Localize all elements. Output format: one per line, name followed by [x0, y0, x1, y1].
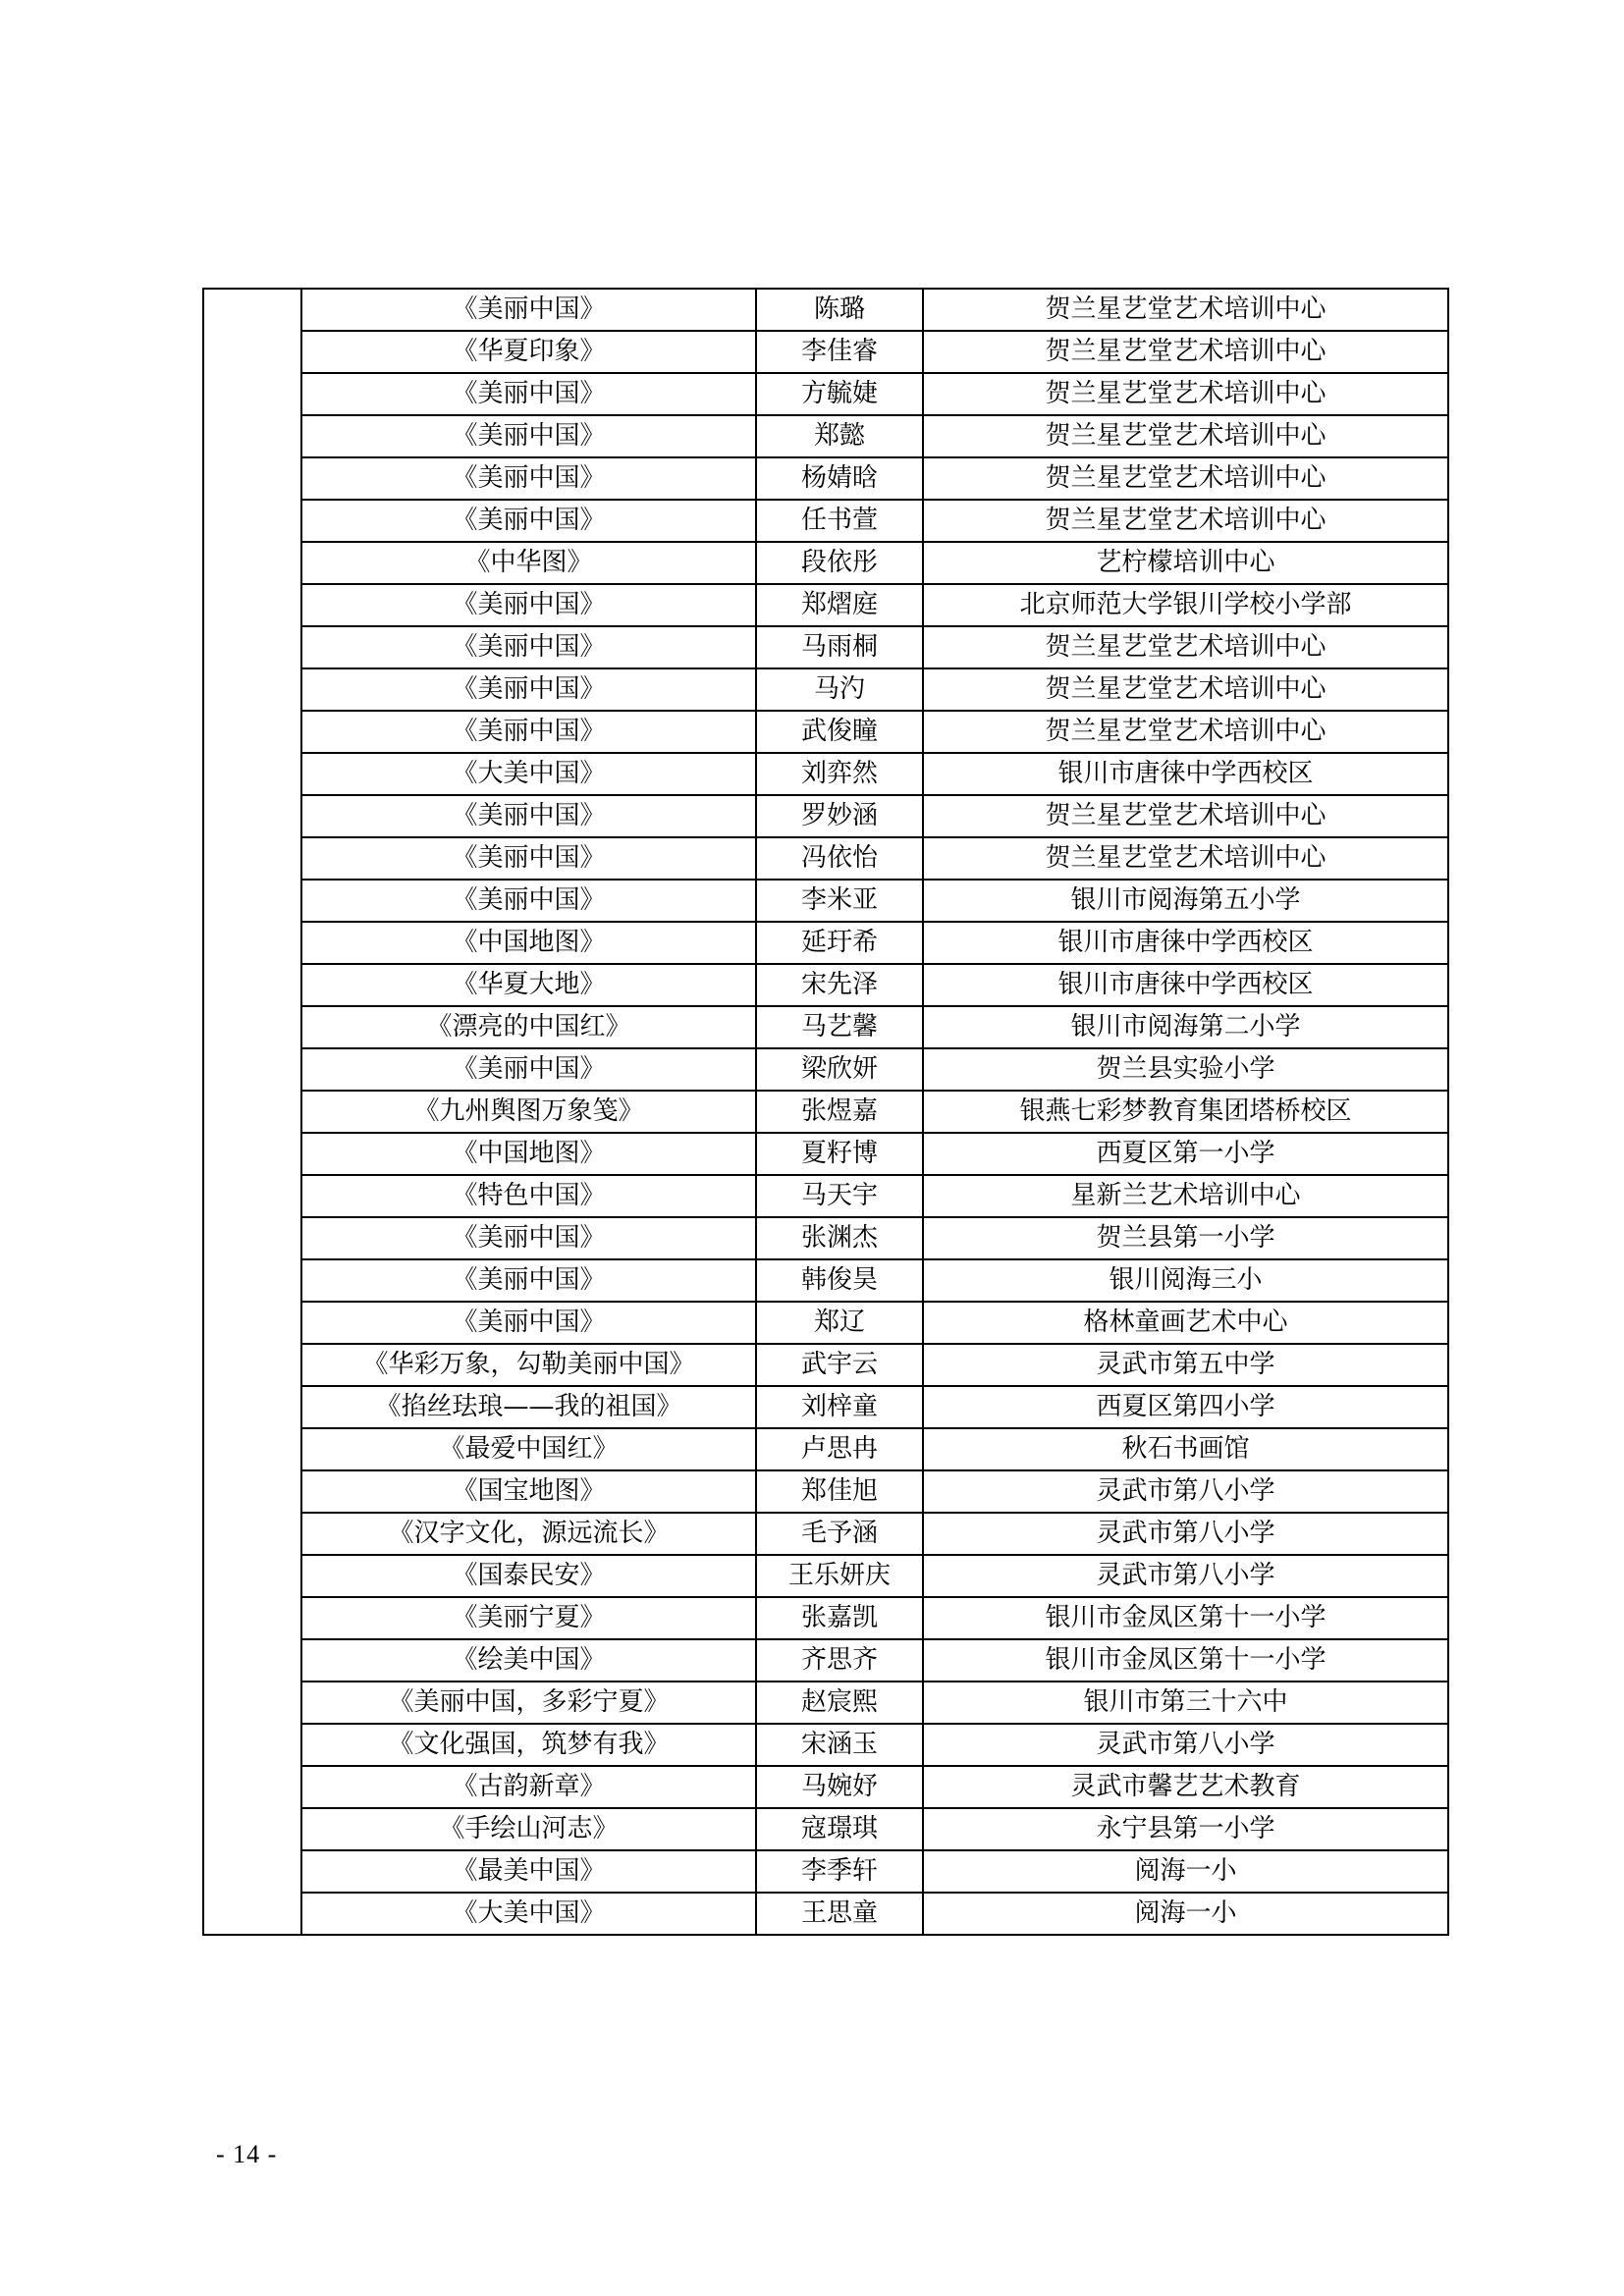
- school-unit-cell: 贺兰星艺堂艺术培训中心: [923, 626, 1448, 668]
- author-name-cell: 张嘉凯: [756, 1597, 923, 1639]
- school-unit-cell: 银川市金凤区第十一小学: [923, 1639, 1448, 1682]
- table-row: [203, 289, 1448, 331]
- table-row: [203, 753, 1448, 795]
- table-row: [203, 1639, 1448, 1682]
- author-name-cell: 马汋: [756, 668, 923, 711]
- work-title-cell: 《漂亮的中国红》: [301, 1006, 756, 1048]
- table-row: [203, 711, 1448, 753]
- author-name-cell: 郑辽: [756, 1302, 923, 1344]
- work-title-cell: 《美丽中国》: [301, 500, 756, 542]
- author-name-cell: 宋涵玉: [756, 1724, 923, 1766]
- table-row: [203, 457, 1448, 500]
- school-unit-cell: 灵武市馨艺艺术教育: [923, 1766, 1448, 1808]
- school-unit-cell: 艺柠檬培训中心: [923, 542, 1448, 584]
- author-name-cell: 王乐妍庆: [756, 1555, 923, 1597]
- author-name-cell: 夏籽博: [756, 1133, 923, 1175]
- table-row: [203, 373, 1448, 415]
- work-title-cell: 《美丽中国》: [301, 626, 756, 668]
- work-title-cell: 《美丽中国》: [301, 1048, 756, 1091]
- table-row: [203, 1513, 1448, 1555]
- author-name-cell: 任书萱: [756, 500, 923, 542]
- school-unit-cell: 灵武市第八小学: [923, 1470, 1448, 1513]
- school-unit-cell: 贺兰星艺堂艺术培训中心: [923, 795, 1448, 837]
- work-title-cell: 《美丽中国》: [301, 711, 756, 753]
- table-row: [203, 1302, 1448, 1344]
- school-unit-cell: 星新兰艺术培训中心: [923, 1175, 1448, 1217]
- table-row: [203, 1808, 1448, 1850]
- work-title-cell: 《美丽中国》: [301, 415, 756, 457]
- work-title-cell: 《掐丝珐琅——我的祖国》: [301, 1386, 756, 1428]
- author-name-cell: 王思童: [756, 1893, 923, 1935]
- author-name-cell: 毛予涵: [756, 1513, 923, 1555]
- author-name-cell: 郑佳旭: [756, 1470, 923, 1513]
- school-unit-cell: 灵武市第八小学: [923, 1513, 1448, 1555]
- author-name-cell: 刘梓童: [756, 1386, 923, 1428]
- work-title-cell: 《美丽中国，多彩宁夏》: [301, 1682, 756, 1724]
- work-title-cell: 《国泰民安》: [301, 1555, 756, 1597]
- author-name-cell: 李佳睿: [756, 331, 923, 373]
- table-row: [203, 1428, 1448, 1470]
- work-title-cell: 《华夏大地》: [301, 964, 756, 1006]
- author-name-cell: 赵宸熙: [756, 1682, 923, 1724]
- work-title-cell: 《华彩万象，勾勒美丽中国》: [301, 1344, 756, 1386]
- table-row: [203, 1344, 1448, 1386]
- author-name-cell: 李米亚: [756, 880, 923, 922]
- school-unit-cell: 阅海一小: [923, 1850, 1448, 1893]
- author-name-cell: 齐思齐: [756, 1639, 923, 1682]
- table-row: [203, 415, 1448, 457]
- school-unit-cell: 银川市阅海第二小学: [923, 1006, 1448, 1048]
- author-name-cell: 刘弈然: [756, 753, 923, 795]
- school-unit-cell: 灵武市第八小学: [923, 1555, 1448, 1597]
- category-merged-cell: [203, 289, 301, 1935]
- work-title-cell: 《古韵新章》: [301, 1766, 756, 1808]
- school-unit-cell: 银川市第三十六中: [923, 1682, 1448, 1724]
- school-unit-cell: 贺兰星艺堂艺术培训中心: [923, 711, 1448, 753]
- author-name-cell: 寇璟琪: [756, 1808, 923, 1850]
- table-row: [203, 1597, 1448, 1639]
- work-title-cell: 《绘美中国》: [301, 1639, 756, 1682]
- author-name-cell: 李季轩: [756, 1850, 923, 1893]
- work-title-cell: 《中国地图》: [301, 922, 756, 964]
- table-row: [203, 922, 1448, 964]
- school-unit-cell: 贺兰星艺堂艺术培训中心: [923, 457, 1448, 500]
- author-name-cell: 马艺馨: [756, 1006, 923, 1048]
- table-row: [203, 880, 1448, 922]
- work-title-cell: 《手绘山河志》: [301, 1808, 756, 1850]
- table-row: [203, 1850, 1448, 1893]
- table-row: [203, 964, 1448, 1006]
- table-row: [203, 1724, 1448, 1766]
- table-row: [203, 1682, 1448, 1724]
- author-name-cell: 郑熠庭: [756, 584, 923, 626]
- work-title-cell: 《美丽宁夏》: [301, 1597, 756, 1639]
- school-unit-cell: 贺兰星艺堂艺术培训中心: [923, 500, 1448, 542]
- table-row: [203, 1893, 1448, 1935]
- author-name-cell: 韩俊昊: [756, 1259, 923, 1302]
- table-row: [203, 1259, 1448, 1302]
- school-unit-cell: 西夏区第四小学: [923, 1386, 1448, 1428]
- author-name-cell: 陈璐: [756, 289, 923, 331]
- table-row: [203, 1386, 1448, 1428]
- work-title-cell: 《美丽中国》: [301, 668, 756, 711]
- work-title-cell: 《大美中国》: [301, 753, 756, 795]
- work-title-cell: 《美丽中国》: [301, 1302, 756, 1344]
- work-title-cell: 《特色中国》: [301, 1175, 756, 1217]
- school-unit-cell: 银川市唐徕中学西校区: [923, 922, 1448, 964]
- author-name-cell: 延玗希: [756, 922, 923, 964]
- work-title-cell: 《中国地图》: [301, 1133, 756, 1175]
- table-row: [203, 1175, 1448, 1217]
- school-unit-cell: 贺兰县第一小学: [923, 1217, 1448, 1259]
- school-unit-cell: 西夏区第一小学: [923, 1133, 1448, 1175]
- work-title-cell: 《最美中国》: [301, 1850, 756, 1893]
- table-row: [203, 1555, 1448, 1597]
- author-name-cell: 武俊瞳: [756, 711, 923, 753]
- school-unit-cell: 贺兰星艺堂艺术培训中心: [923, 415, 1448, 457]
- work-title-cell: 《美丽中国》: [301, 584, 756, 626]
- table-row: [203, 542, 1448, 584]
- author-name-cell: 武宇云: [756, 1344, 923, 1386]
- work-title-cell: 《美丽中国》: [301, 880, 756, 922]
- school-unit-cell: 北京师范大学银川学校小学部: [923, 584, 1448, 626]
- table-row: [203, 1091, 1448, 1133]
- author-name-cell: 马天宇: [756, 1175, 923, 1217]
- author-name-cell: 郑懿: [756, 415, 923, 457]
- awards-table-body: [203, 289, 1448, 1935]
- school-unit-cell: 银燕七彩梦教育集团塔桥校区: [923, 1091, 1448, 1133]
- table-row: [203, 626, 1448, 668]
- table-row: [203, 1217, 1448, 1259]
- school-unit-cell: 阅海一小: [923, 1893, 1448, 1935]
- work-title-cell: 《美丽中国》: [301, 795, 756, 837]
- table-row: [203, 500, 1448, 542]
- school-unit-cell: 灵武市第八小学: [923, 1724, 1448, 1766]
- school-unit-cell: 银川市唐徕中学西校区: [923, 964, 1448, 1006]
- table-row: [203, 1006, 1448, 1048]
- author-name-cell: 宋先泽: [756, 964, 923, 1006]
- work-title-cell: 《华夏印象》: [301, 331, 756, 373]
- table-row: [203, 1133, 1448, 1175]
- school-unit-cell: 贺兰星艺堂艺术培训中心: [923, 373, 1448, 415]
- author-name-cell: 卢思冉: [756, 1428, 923, 1470]
- table-row: [203, 1470, 1448, 1513]
- work-title-cell: 《美丽中国》: [301, 1217, 756, 1259]
- author-name-cell: 张渊杰: [756, 1217, 923, 1259]
- work-title-cell: 《美丽中国》: [301, 1259, 756, 1302]
- school-unit-cell: 贺兰星艺堂艺术培训中心: [923, 289, 1448, 331]
- awards-table: [202, 288, 1449, 1936]
- school-unit-cell: 银川市金凤区第十一小学: [923, 1597, 1448, 1639]
- school-unit-cell: 银川阅海三小: [923, 1259, 1448, 1302]
- page-number: - 14 -: [216, 2140, 278, 2168]
- school-unit-cell: 贺兰星艺堂艺术培训中心: [923, 837, 1448, 880]
- work-title-cell: 《国宝地图》: [301, 1470, 756, 1513]
- author-name-cell: 马雨桐: [756, 626, 923, 668]
- school-unit-cell: 贺兰星艺堂艺术培训中心: [923, 668, 1448, 711]
- table-row: [203, 1048, 1448, 1091]
- school-unit-cell: 永宁县第一小学: [923, 1808, 1448, 1850]
- work-title-cell: 《美丽中国》: [301, 457, 756, 500]
- author-name-cell: 张煜嘉: [756, 1091, 923, 1133]
- author-name-cell: 杨婧晗: [756, 457, 923, 500]
- table-row: [203, 331, 1448, 373]
- school-unit-cell: 银川市阅海第五小学: [923, 880, 1448, 922]
- school-unit-cell: 银川市唐徕中学西校区: [923, 753, 1448, 795]
- table-row: [203, 668, 1448, 711]
- work-title-cell: 《中华图》: [301, 542, 756, 584]
- work-title-cell: 《汉字文化，源远流长》: [301, 1513, 756, 1555]
- table-row: [203, 795, 1448, 837]
- school-unit-cell: 贺兰星艺堂艺术培训中心: [923, 331, 1448, 373]
- school-unit-cell: 格林童画艺术中心: [923, 1302, 1448, 1344]
- author-name-cell: 罗妙涵: [756, 795, 923, 837]
- author-name-cell: 梁欣妍: [756, 1048, 923, 1091]
- work-title-cell: 《美丽中国》: [301, 373, 756, 415]
- author-name-cell: 方毓婕: [756, 373, 923, 415]
- author-name-cell: 冯依怡: [756, 837, 923, 880]
- work-title-cell: 《美丽中国》: [301, 837, 756, 880]
- table-row: [203, 1766, 1448, 1808]
- work-title-cell: 《最爱中国红》: [301, 1428, 756, 1470]
- school-unit-cell: 灵武市第五中学: [923, 1344, 1448, 1386]
- work-title-cell: 《九州舆图万象笺》: [301, 1091, 756, 1133]
- work-title-cell: 《大美中国》: [301, 1893, 756, 1935]
- work-title-cell: 《美丽中国》: [301, 289, 756, 331]
- school-unit-cell: 贺兰县实验小学: [923, 1048, 1448, 1091]
- author-name-cell: 段依彤: [756, 542, 923, 584]
- table-row: [203, 584, 1448, 626]
- work-title-cell: 《文化强国，筑梦有我》: [301, 1724, 756, 1766]
- table-row: [203, 837, 1448, 880]
- author-name-cell: 马婉妤: [756, 1766, 923, 1808]
- school-unit-cell: 秋石书画馆: [923, 1428, 1448, 1470]
